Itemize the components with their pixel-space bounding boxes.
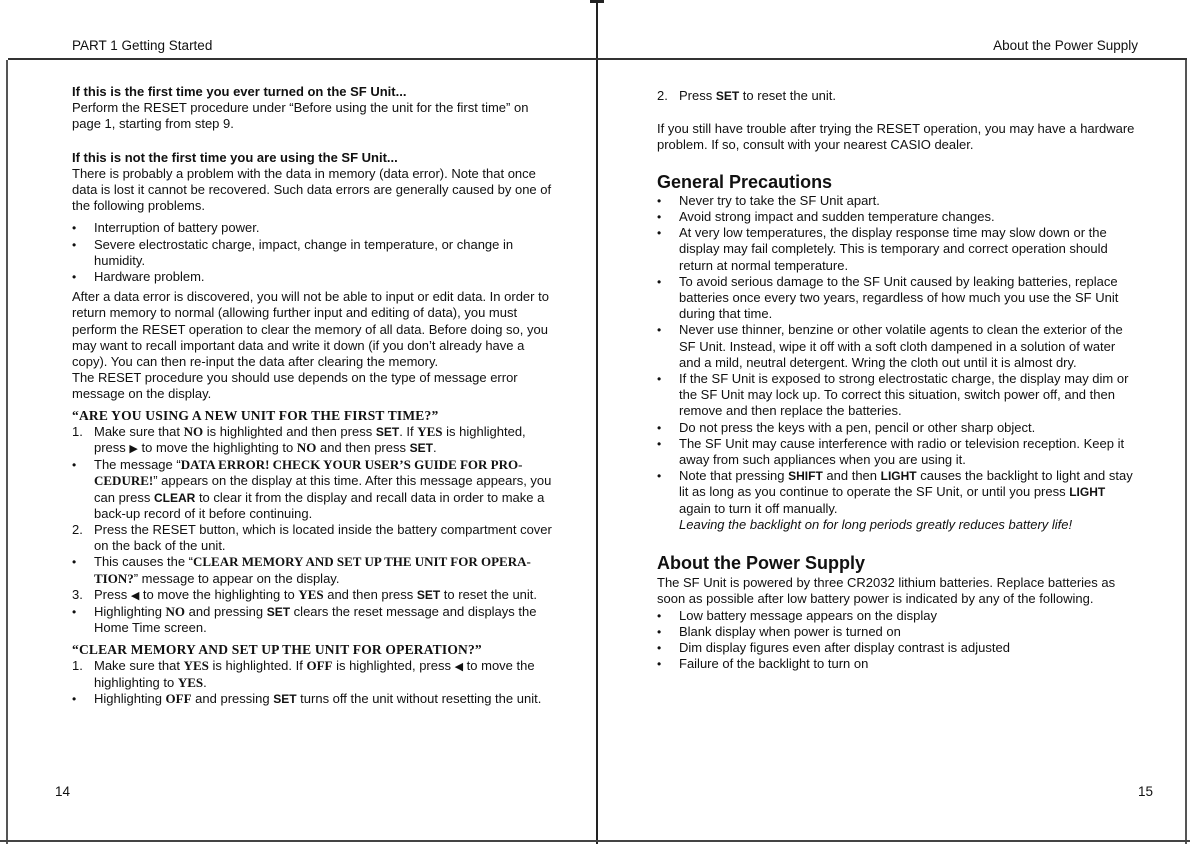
low-battery-signs	[657, 608, 1139, 673]
key-set: SET	[715, 89, 740, 103]
list-item: • To avoid serious damage to the SF Unit caused by leaking batteries, replace batteries once every two years, regardless of how much you use the SF Unit during that time.	[657, 274, 1139, 323]
list-item: • If the SF Unit is exposed to strong electrostatic charge, the display may dim or the SF Unit may lock up. To correct this situation, switch power off, and then remove and then replace the batteries.	[657, 371, 1139, 420]
step-text: to move the highlighting to	[94, 657, 535, 690]
left-page-number: 14	[55, 784, 71, 799]
key-no: NO	[296, 440, 317, 456]
right-steps	[657, 88, 1139, 104]
key-clear: CLEAR	[153, 490, 196, 505]
list-item: • Never use thinner, benzine or other volatile agents to clean the exterior of the SF Unit. Instead, wipe it off with a soft cloth dampened in a solution of water and a mild, neutral detergent. Wring the cloth out until it is almost dry.	[657, 322, 1139, 371]
step-text: to reset the unit.	[739, 88, 837, 103]
key-no: NO	[183, 423, 204, 439]
list-item: • Dim display figures even after display contrast is adjusted	[657, 640, 1139, 656]
clear-memory-steps	[72, 658, 555, 691]
list-item: • The SF Unit may cause interference with radio or television reception. Keep it away from such appliances when you are using it.	[657, 436, 1139, 468]
right-running-header: About the Power Supply	[993, 38, 1138, 53]
power-supply-text: The SF Unit is powered by three CR2032 lithium batteries. Replace batteries as soon as possible after low battery power is indicated by any of the following.	[657, 575, 1116, 607]
left-arrow-icon: ◀	[454, 660, 464, 673]
note-text: and pressing	[185, 604, 267, 620]
list-item: • At very low temperatures, the display response time may slow down or the display may fail completely. This is temporary and correct operation should return at normal temperature.	[657, 225, 1139, 274]
step-text: to reset the unit.	[440, 586, 538, 602]
not-first-text: There is probably a problem with the data in memory (data error). Note that once data is lost it cannot be recovered. Such data errors are generally caused by one of the following problems.	[72, 165, 552, 214]
right-column	[657, 88, 1139, 673]
step-number: 3.	[72, 586, 83, 602]
new-unit-steps-cont2	[72, 587, 555, 604]
note-text: ” appears on the display at this time. After this message appears, you can press	[94, 473, 552, 505]
key-yes: YES	[183, 657, 209, 673]
list-item	[72, 554, 555, 586]
key-off: OFF	[165, 691, 192, 707]
step-text: .	[432, 440, 437, 456]
note-text: This causes the “	[94, 554, 193, 570]
backlight-warning: Leaving the backlight on for long periods greatly reduces battery life!	[679, 516, 1073, 532]
note-text: The message “	[94, 457, 181, 473]
step-text: is highlighted and then press	[203, 423, 376, 439]
step-2-notes	[72, 554, 555, 586]
step-text: and then press	[323, 586, 417, 602]
note-text: ” message to appear on the display.	[133, 570, 340, 586]
trouble-text: If you still have trouble after trying the RESET operation, you may have a hardware problem. If so, consult with your nearest CASIO dealer.	[657, 121, 1135, 153]
general-precautions-heading: General Precautions	[657, 171, 833, 192]
problem-list	[72, 220, 555, 285]
step-text: is highlighted, press	[332, 657, 455, 673]
clear-memory-notes	[72, 691, 555, 707]
list-item: • Avoid strong impact and sudden temperature changes.	[657, 209, 1139, 225]
first-time-heading: If this is the first time you ever turned on the SF Unit...	[72, 84, 407, 99]
list-item: • Never try to take the SF Unit apart.	[657, 193, 1139, 209]
left-column	[72, 84, 555, 707]
list-item	[72, 457, 555, 522]
power-supply-heading: About the Power Supply	[657, 553, 866, 574]
new-unit-heading: “ARE YOU USING A NEW UNIT FOR THE FIRST TIME?”	[72, 407, 439, 423]
step-text: Press	[679, 88, 716, 103]
step-3-notes	[72, 604, 555, 636]
note-text: Highlighting	[94, 691, 166, 707]
step-number: 2.	[72, 522, 83, 538]
note-text: turns off the unit without resetting the unit.	[296, 691, 542, 707]
step-text: to move the highlighting to	[139, 586, 299, 602]
list-item	[72, 691, 555, 707]
list-item: • Severe electrostatic charge, impact, change in temperature, or change in humidity.	[72, 237, 555, 269]
note-text: Note that pressing	[679, 468, 789, 484]
note-text: to clear it from the display and recall data in order to make a back-up record of it before continuing.	[94, 489, 545, 521]
list-item	[72, 604, 555, 636]
step-2	[657, 88, 1139, 104]
step-text: is highlighted. If	[208, 657, 307, 673]
right-header-rule	[597, 58, 1187, 60]
note-text: clears the reset message and displays the Home Time screen.	[94, 604, 537, 636]
step-text: Press the RESET button, which is located inside the battery compartment cover on the back of the unit.	[94, 522, 552, 554]
clear-memory-heading: “CLEAR MEMORY AND SET UP THE UNIT FOR OPERATION?”	[72, 641, 482, 657]
right-arrow-icon: ▶	[129, 443, 138, 456]
step-3	[72, 587, 555, 604]
right-page-number: 15	[1137, 784, 1153, 799]
not-first-heading: If this is not the first time you are using the SF Unit...	[72, 149, 398, 165]
key-yes: YES	[177, 674, 204, 690]
step-text: Make sure that	[94, 423, 184, 439]
key-off: OFF	[306, 657, 333, 673]
key-yes: YES	[298, 586, 324, 602]
list-item: • Do not press the keys with a pen, pencil or other sharp object.	[657, 420, 1139, 436]
key-set: SET	[375, 424, 400, 439]
left-arrow-icon: ◀	[130, 589, 140, 602]
key-set: SET	[409, 441, 433, 456]
display-message: DATA ERROR! CHECK YOUR USER’S GUIDE FOR PRO-CEDURE!	[94, 457, 523, 489]
step-text: Press	[94, 586, 131, 602]
step-number: 2.	[657, 88, 668, 103]
note-text: and pressing	[191, 691, 274, 707]
key-no: NO	[165, 604, 186, 620]
step-1	[72, 658, 555, 691]
note-text: again to turn it off manually.	[679, 500, 838, 516]
after-error-text: After a data error is discovered, you will not be able to input or edit data. In order to return memory to normal (allowing further input and editing of data), you must perform the RESET operation to clear the memory of all data. Before doing so, you may want to recall important data and write it down (if you don’t already have a copy). You can then re-input the data after clearing the memory.	[72, 289, 549, 370]
list-item: • Interruption of battery power.	[72, 220, 555, 236]
step-text: Make sure that	[94, 657, 184, 673]
display-message: CLEAR MEMORY AND SET UP THE UNIT FOR OPERA-TION?	[94, 554, 531, 586]
left-running-header: PART 1 Getting Started	[72, 38, 213, 53]
note-text: Highlighting	[94, 604, 166, 620]
list-item: • Low battery message appears on the display	[657, 608, 1139, 624]
step-2	[72, 522, 555, 554]
key-yes: YES	[417, 423, 443, 439]
step-text: is highlighted, press	[94, 423, 526, 456]
step-text: and then press	[316, 440, 410, 456]
key-light: LIGHT	[880, 469, 917, 484]
note-text: causes the backlight to light and stay lit as long as you continue to operate the SF Unit, or until you press	[679, 468, 1133, 500]
key-light: LIGHT	[1069, 485, 1106, 500]
step-number: 1.	[72, 423, 83, 439]
step-1-notes	[72, 457, 555, 522]
precautions-list	[657, 193, 1139, 533]
first-time-text: Perform the RESET procedure under “Before using the unit for the first time” on page 1, starting from step 9.	[72, 100, 529, 132]
list-item: • Hardware problem.	[72, 269, 555, 285]
step-1	[72, 424, 555, 457]
right-page	[597, 0, 1190, 844]
list-item	[657, 468, 1139, 533]
step-text: . If	[399, 423, 418, 439]
new-unit-steps-cont	[72, 522, 555, 554]
step-text: .	[203, 674, 207, 690]
list-item: • Blank display when power is turned on	[657, 624, 1139, 640]
left-header-rule	[8, 58, 597, 60]
key-shift: SHIFT	[788, 469, 823, 484]
reset-depends-text: The RESET procedure you should use depends on the type of message error message on the display.	[72, 370, 518, 402]
new-unit-steps	[72, 424, 555, 457]
step-number: 1.	[72, 657, 83, 673]
list-item: • Failure of the backlight to turn on	[657, 656, 1139, 672]
step-text: to move the highlighting to	[137, 440, 297, 456]
key-set: SET	[273, 692, 297, 707]
key-set: SET	[416, 587, 441, 602]
key-set: SET	[266, 605, 291, 620]
note-text: and then	[822, 468, 881, 484]
